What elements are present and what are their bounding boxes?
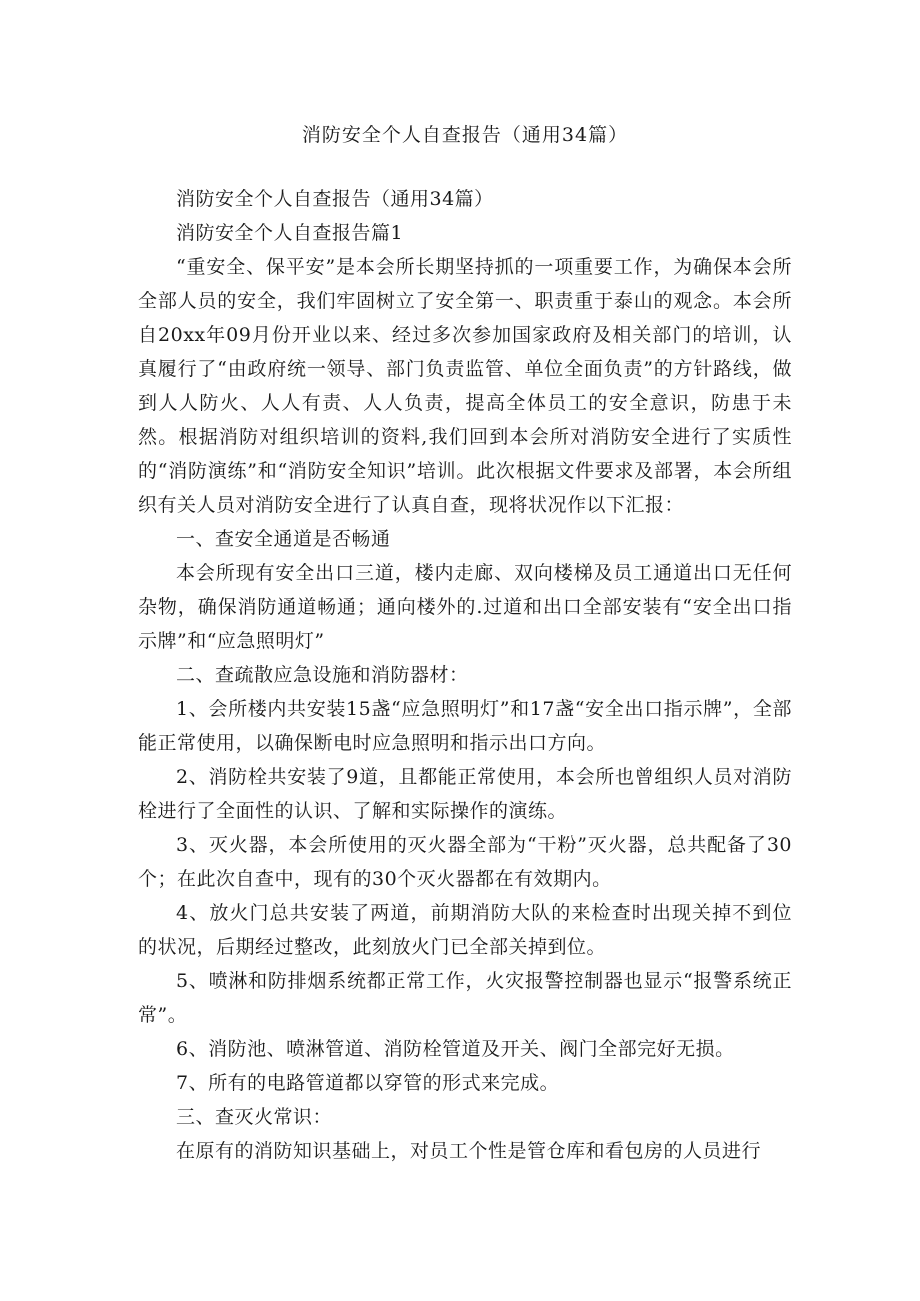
paragraph-item-4: 4、放火门总共安装了两道，前期消防大队的来检查时出现关掉不到位的状况，后期经过整改，此刻放火门已全部关掉到位。 xyxy=(138,902,792,958)
paragraph-item-2: 2、消防栓共安装了9道，且都能正常使用，本会所也曾组织人员对消防栓进行了全面性的认识、了解和实际操作的演练。 xyxy=(138,766,792,822)
paragraph-heading-2: 二、查疏散应急设施和消防器材： xyxy=(176,664,469,686)
paragraph-subtitle: 消防安全个人自查报告（通用34篇） xyxy=(176,188,494,210)
paragraph-section-heading: 消防安全个人自查报告篇1 xyxy=(176,222,404,244)
paragraph-item-3: 3、灭火器，本会所使用的灭火器全部为“干粉”灭火器，总共配备了30个；在此次自查中，现有的30个灭火器都在有效期内。 xyxy=(138,834,792,890)
paragraph-exits: 本会所现有安全出口三道，楼内走廊、双向楼梯及员工通道出口无任何杂物，确保消防通道畅通；通向楼外的.过道和出口全部安装有“安全出口指示牌”和“应急照明灯” xyxy=(138,562,792,652)
paragraph-item-1: 1、会所楼内共安装15盏“应急照明灯”和17盏“安全出口指示牌”，全部能正常使用，以确保断电时应急照明和指示出口方向。 xyxy=(138,698,792,754)
document-body xyxy=(138,182,792,1168)
paragraph-training: 在原有的消防知识基础上，对员工个性是管仓库和看包房的人员进行 xyxy=(176,1140,762,1162)
paragraph-heading-3: 三、查灭火常识： xyxy=(176,1106,333,1128)
paragraph-item-6: 6、消防池、喷淋管道、消防栓管道及开关、阀门全部完好无损。 xyxy=(176,1038,735,1060)
paragraph-item-5: 5、喷淋和防排烟系统都正常工作，火灾报警控制器也显示“报警系统正常”。 xyxy=(138,970,792,1026)
paragraph-intro: “重安全、保平安”是本会所长期坚持抓的一项重要工作，为确保本会所全部人员的安全，我们牢固树立了安全第一、职责重于泰山的观念。本会所自20xx年09月份开业以来、经过多次参加国家政府及相关部门的培训，认真履行了“由政府统一领导、部门负责监管、单位全面负责”的方针路线，做到人人防火、人人有责、人人负责，提高全体员工的安全意识，防患于未然。根据消防对组织培训的资料,我们回到本会所对消防安全进行了实质性的“消防演练”和“消防安全知识”培训。此次根据文件要求及部署，本会所组织有关人员对消防安全进行了认真自查，现将状况作以下汇报： xyxy=(138,256,792,516)
paragraph-item-7: 7、所有的电路管道都以穿管的形式来完成。 xyxy=(176,1072,560,1094)
paragraph-heading-1: 一、查安全通道是否畅通 xyxy=(176,528,391,550)
document-title: 消防安全个人自查报告（通用34篇） xyxy=(301,124,629,146)
